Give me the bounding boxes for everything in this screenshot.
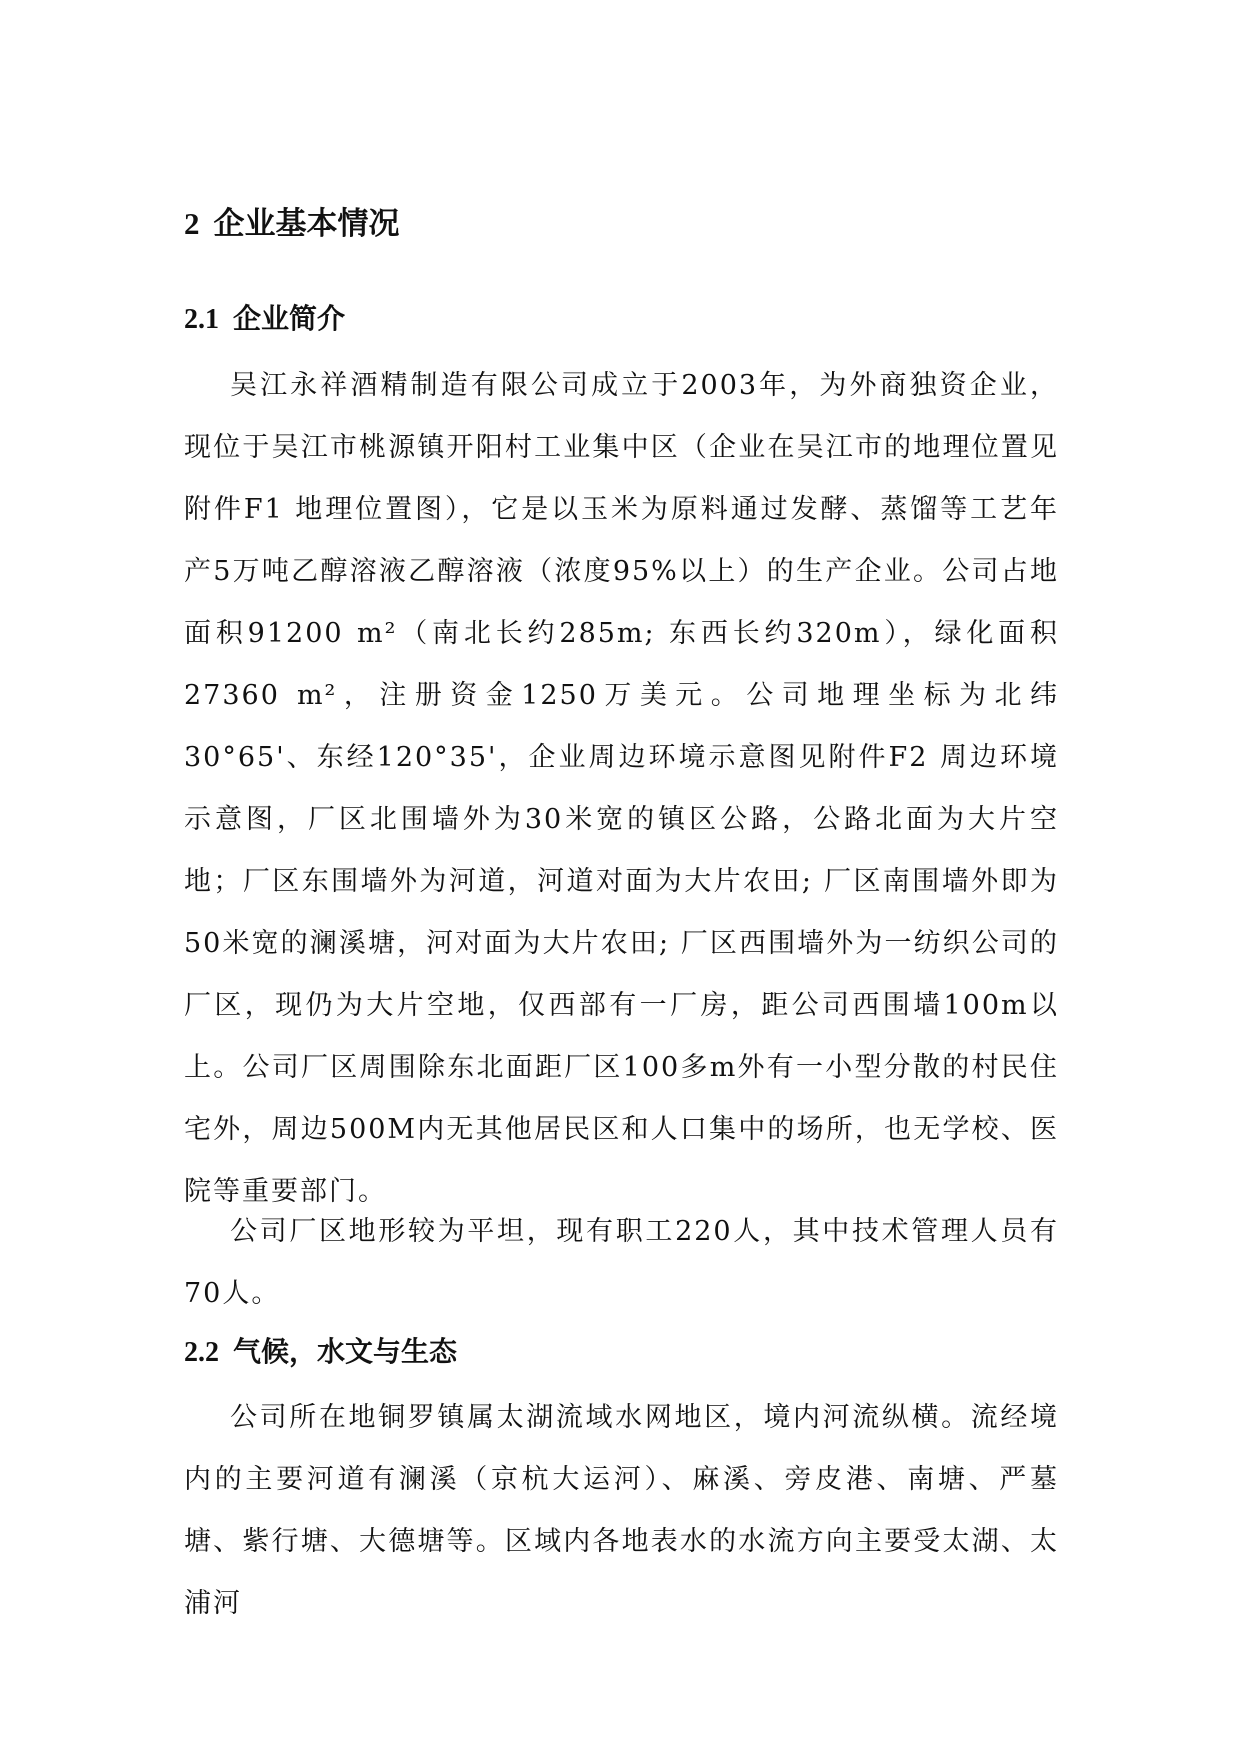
section-number: 2 [184, 206, 200, 241]
company-intro-paragraph: 吴江永祥酒精制造有限公司成立于2003年，为外商独资企业，现位于吴江市桃源镇开阳村工业集中区（企业在吴江市的地理位置见附件F1 地理位置图），它是以玉米为原料通过发酵、蒸馏等工艺年产5万吨乙醇溶液乙醇溶液（浓度95%以上）的生产企业。公司占地面积91200 m²（南北长约285m; 东西长约320m），绿化面积27360 m²，注册资金1250万美元。公司地理坐标为北纬30°65'、东经120°35'，企业周边环境示意图见附件F2 周边环境示意图，厂区北围墙外为30米宽的镇区公路，公路北面为大片空地；厂区东围墙外为河道，河道对面为大片农田; 厂区南围墙外即为50米宽的澜溪塘，河对面为大片农田; 厂区西围墙外为一纺织公司的厂区，现仍为大片空地，仅西部有一厂房，距公司西围墙100m以上。公司厂区周围除东北面距厂区100多m外有一小型分散的村民住宅外，周边500M内无其他居民区和人口集中的场所，也无学校、医院等重要部门。 [184, 370, 1059, 1207]
subsection-number: 2.2 [184, 1337, 219, 1368]
subsection-title: 企业简介 [233, 302, 346, 335]
climate-hydrology-paragraph: 公司所在地铜罗镇属太湖流域水网地区，境内河流纵横。流经境内的主要河道有澜溪（京杭大运河）、麻溪、旁皮港、南塘、严墓塘、紫行塘、大德塘等。区域内各地表水的水流方向主要受太湖、太浦河 [184, 1402, 1059, 1619]
company-staff-paragraph: 公司厂区地形较为平坦，现有职工220人，其中技术管理人员有70人。 [184, 1216, 1059, 1309]
subsection-heading-2-1 [184, 300, 345, 339]
subsection-title: 气候，水文与生态 [233, 1335, 458, 1368]
subsection-number: 2.1 [184, 304, 219, 335]
section-title: 企业基本情况 [213, 206, 400, 242]
subsection-heading-2-2 [184, 1333, 457, 1372]
section-heading [184, 204, 400, 244]
